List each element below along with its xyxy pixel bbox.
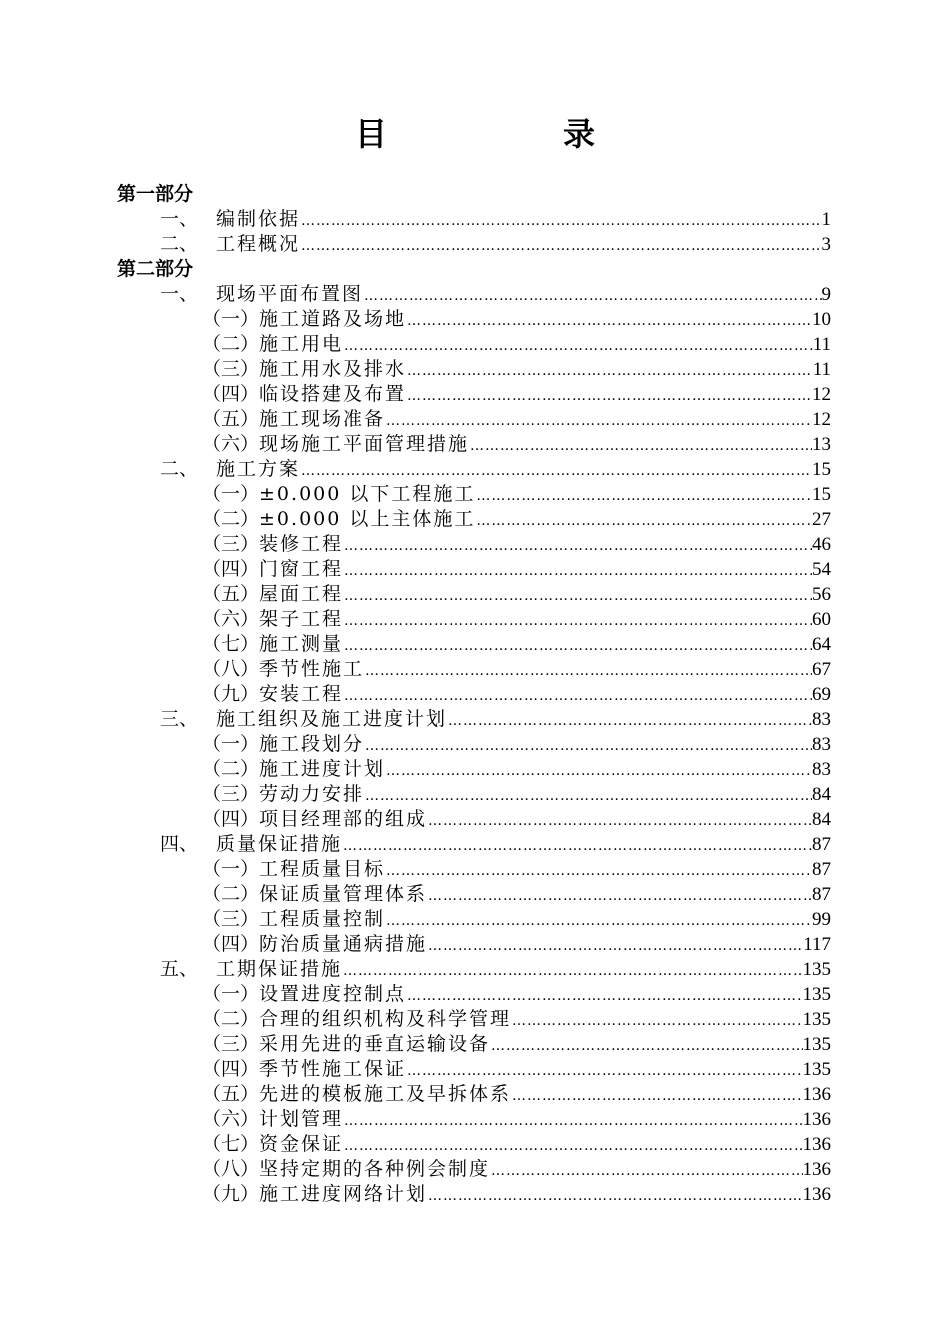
dot-leader: [427, 1184, 802, 1209]
entry-number: 三、: [160, 708, 199, 730]
page-number: 135: [802, 1034, 831, 1055]
dot-leader: [469, 434, 812, 459]
dot-leader: [447, 709, 812, 734]
dot-leader: [343, 334, 813, 359]
entry-number: （三）: [202, 358, 260, 380]
toc-entry[interactable]: [202, 657, 831, 682]
page-number: 87: [812, 834, 831, 855]
entry-label: 工程质量目标: [259, 858, 386, 880]
toc-entry[interactable]: [202, 1107, 831, 1132]
entry-label: 施工用水及排水: [259, 358, 407, 380]
dot-leader: [364, 784, 812, 809]
dot-leader: [343, 1109, 802, 1134]
toc-entry[interactable]: [202, 1007, 831, 1032]
entry-number: 二、: [160, 458, 199, 480]
toc-entry[interactable]: [202, 307, 831, 332]
entry-number: （四）: [202, 1058, 260, 1080]
entry-label: ±0.000 以下工程施工: [259, 483, 476, 505]
entry-label: 采用先进的垂直运输设备: [259, 1033, 491, 1055]
entry-label: 现场施工平面管理措施: [259, 433, 470, 455]
dot-leader: [363, 284, 821, 309]
page-number: 99: [812, 909, 831, 930]
page-number: 83: [812, 759, 831, 780]
dot-leader: [385, 909, 812, 934]
toc-entry[interactable]: [202, 732, 831, 757]
dot-leader: [475, 509, 812, 534]
entry-number: （七）: [202, 633, 260, 655]
entry-label: 施工用电: [259, 333, 344, 355]
entry-label: 施工进度计划: [259, 758, 386, 780]
page-number: 136: [802, 1084, 831, 1105]
entry-label: 坚持定期的各种例会制度: [259, 1158, 491, 1180]
page-number: 64: [812, 634, 831, 655]
toc-entry[interactable]: [202, 1082, 831, 1107]
entry-number: （四）: [202, 933, 260, 955]
entry-number: 一、: [160, 283, 199, 305]
entry-number: （九）: [202, 683, 260, 705]
page-number: 56: [812, 584, 831, 605]
entry-label: 质量保证措施: [216, 833, 343, 855]
page-number: 135: [802, 1059, 831, 1080]
dot-leader: [475, 484, 812, 509]
entry-label: 施工测量: [259, 633, 344, 655]
entry-number: （三）: [202, 908, 260, 930]
entry-label: 临设搭建及布置: [259, 383, 407, 405]
toc-entry[interactable]: [202, 532, 831, 557]
dot-leader: [427, 934, 803, 959]
dot-leader: [343, 559, 812, 584]
dot-leader: [511, 1084, 802, 1109]
page-number: 11: [812, 334, 831, 355]
page-number: 136: [802, 1159, 831, 1180]
entry-label: 季节性施工保证: [259, 1058, 407, 1080]
entry-number: 五、: [160, 958, 199, 980]
toc-entry[interactable]: [202, 582, 831, 607]
entry-label: 工程概况: [216, 233, 301, 255]
toc-entry[interactable]: [202, 1032, 831, 1057]
dot-leader: [343, 634, 812, 659]
entry-label: 编制依据: [216, 208, 301, 230]
entry-number: 四、: [160, 833, 199, 855]
dot-leader: [342, 834, 812, 859]
page-number: 135: [802, 959, 831, 980]
entry-number: （八）: [202, 1158, 260, 1180]
entry-number: （二）: [202, 1008, 260, 1030]
entry-label: 施工进度网络计划: [259, 1183, 428, 1205]
page-number: 84: [812, 784, 831, 805]
entry-label: 施工方案: [216, 458, 301, 480]
entry-number: （四）: [202, 383, 260, 405]
dot-leader: [406, 359, 813, 384]
entry-label: 季节性施工: [259, 658, 365, 680]
dot-leader: [406, 1059, 802, 1084]
dot-leader: [490, 1159, 802, 1184]
entry-number: （六）: [202, 433, 260, 455]
toc-entry[interactable]: [202, 357, 831, 382]
entry-label: 施工组织及施工进度计划: [216, 708, 448, 730]
dot-leader: [364, 659, 812, 684]
dot-leader: [385, 859, 812, 884]
toc-entry[interactable]: [202, 482, 831, 507]
entry-label: 资金保证: [259, 1133, 344, 1155]
entry-number: （五）: [202, 1083, 260, 1105]
entry-label: 装修工程: [259, 533, 344, 555]
page-number: 136: [802, 1109, 831, 1130]
dot-leader: [427, 884, 812, 909]
toc-entry[interactable]: [202, 382, 831, 407]
entry-label: 屋面工程: [259, 583, 344, 605]
entry-label: 施工道路及场地: [259, 308, 407, 330]
dot-leader: [343, 684, 812, 709]
page-number: 27: [812, 509, 831, 530]
toc-entry[interactable]: [202, 1132, 831, 1157]
toc-entry[interactable]: [160, 457, 831, 482]
toc-entry[interactable]: [202, 607, 831, 632]
page-number: 136: [802, 1184, 831, 1205]
entry-label: 门窗工程: [259, 558, 344, 580]
entry-label: 施工段划分: [259, 733, 365, 755]
toc-entry[interactable]: [160, 232, 831, 257]
dot-leader: [385, 759, 812, 784]
page-number: 46: [812, 534, 831, 555]
page-number: 87: [812, 884, 831, 905]
toc-entry[interactable]: [160, 832, 831, 857]
entry-number: （九）: [202, 1183, 260, 1205]
page-number: 136: [802, 1134, 831, 1155]
entry-number: （五）: [202, 408, 260, 430]
toc-entry[interactable]: [202, 407, 831, 432]
toc-entry[interactable]: [202, 807, 831, 832]
toc-entry[interactable]: [202, 507, 831, 532]
page-number: 11: [812, 359, 831, 380]
page-number: 87: [812, 859, 831, 880]
entry-label: 架子工程: [259, 608, 344, 630]
dot-leader: [300, 209, 821, 234]
entry-label: 设置进度控制点: [259, 983, 407, 1005]
page-number: 60: [812, 609, 831, 630]
entry-label: ±0.000 以上主体施工: [259, 508, 476, 530]
part-heading: 第一部分: [117, 183, 194, 205]
page-number: 15: [812, 484, 831, 505]
page-number: 84: [812, 809, 831, 830]
dot-leader: [511, 1009, 802, 1034]
dot-leader: [406, 984, 802, 1009]
toc-entry[interactable]: [202, 882, 831, 907]
entry-number: （二）: [202, 883, 260, 905]
toc-entry[interactable]: [202, 1157, 831, 1182]
entry-number: 一、: [160, 208, 199, 230]
dot-leader: [300, 234, 821, 259]
entry-label: 施工现场准备: [259, 408, 386, 430]
entry-label: 合理的组织机构及科学管理: [259, 1008, 512, 1030]
dot-leader: [406, 384, 812, 409]
dot-leader: [343, 534, 812, 559]
entry-number: （二）: [202, 508, 260, 530]
entry-number: （一）: [202, 483, 260, 505]
page-number: 69: [812, 684, 831, 705]
entry-label: 先进的模板施工及早拆体系: [259, 1083, 512, 1105]
entry-number: （一）: [202, 858, 260, 880]
page-number: 135: [802, 1009, 831, 1030]
page-number: 15: [812, 459, 831, 480]
dot-leader: [343, 584, 812, 609]
dot-leader: [490, 1034, 802, 1059]
toc-entry[interactable]: [202, 682, 831, 707]
entry-number: 二、: [160, 233, 199, 255]
page-number: 10: [812, 309, 831, 330]
toc-entry[interactable]: [202, 782, 831, 807]
toc-entry[interactable]: [202, 557, 831, 582]
toc-entry[interactable]: [202, 1057, 831, 1082]
entry-label: 计划管理: [259, 1108, 344, 1130]
entry-number: （一）: [202, 733, 260, 755]
page-number: 9: [821, 284, 831, 305]
toc-entry[interactable]: [160, 957, 831, 982]
entry-label: 安装工程: [259, 683, 344, 705]
dot-leader: [343, 1134, 802, 1159]
toc-entry[interactable]: [202, 757, 831, 782]
toc-entry[interactable]: [202, 857, 831, 882]
entry-label: 工期保证措施: [216, 958, 343, 980]
entry-number: （八）: [202, 658, 260, 680]
entry-number: （三）: [202, 533, 260, 555]
toc-entry[interactable]: [160, 282, 831, 307]
entry-number: （一）: [202, 983, 260, 1005]
toc-entry[interactable]: [202, 907, 831, 932]
dot-leader: [427, 809, 812, 834]
dot-leader: [385, 409, 812, 434]
page-number: 54: [812, 559, 831, 580]
page-number: 67: [812, 659, 831, 680]
entry-number: （一）: [202, 308, 260, 330]
entry-label: 现场平面布置图: [216, 283, 364, 305]
toc-entry[interactable]: [202, 1182, 831, 1207]
toc-entry[interactable]: [202, 332, 831, 357]
page-number: 3: [821, 234, 831, 255]
entry-label: 工程质量控制: [259, 908, 386, 930]
entry-label: 保证质量管理体系: [259, 883, 428, 905]
entry-number: （四）: [202, 808, 260, 830]
page-number: 12: [812, 384, 831, 405]
entry-number: （三）: [202, 783, 260, 805]
page-number: 83: [812, 734, 831, 755]
entry-number: （三）: [202, 1033, 260, 1055]
entry-label: 防治质量通病措施: [259, 933, 428, 955]
page-number: 13: [812, 434, 831, 455]
dot-leader: [300, 459, 812, 484]
page-number: 117: [803, 934, 831, 955]
toc-entry[interactable]: [202, 432, 831, 457]
page-number: 83: [812, 709, 831, 730]
toc-entry[interactable]: [160, 707, 831, 732]
entry-label: 项目经理部的组成: [259, 808, 428, 830]
part-heading: 第二部分: [117, 258, 194, 280]
dot-leader: [364, 734, 812, 759]
page-title: 目 录: [354, 115, 667, 153]
toc-entry[interactable]: [202, 982, 831, 1007]
page-number: 12: [812, 409, 831, 430]
entry-number: （二）: [202, 758, 260, 780]
page-number: 1: [821, 209, 831, 230]
dot-leader: [343, 609, 812, 634]
entry-number: （六）: [202, 608, 260, 630]
dot-leader: [342, 959, 802, 984]
entry-number: （二）: [202, 333, 260, 355]
entry-number: （六）: [202, 1108, 260, 1130]
entry-number: （五）: [202, 583, 260, 605]
entry-label: 劳动力安排: [259, 783, 365, 805]
entry-number: （七）: [202, 1133, 260, 1155]
toc-entry[interactable]: [160, 207, 831, 232]
entry-number: （四）: [202, 558, 260, 580]
page-number: 135: [802, 984, 831, 1005]
dot-leader: [406, 309, 812, 334]
toc-entry[interactable]: [202, 632, 831, 657]
toc-entry[interactable]: [202, 932, 831, 957]
